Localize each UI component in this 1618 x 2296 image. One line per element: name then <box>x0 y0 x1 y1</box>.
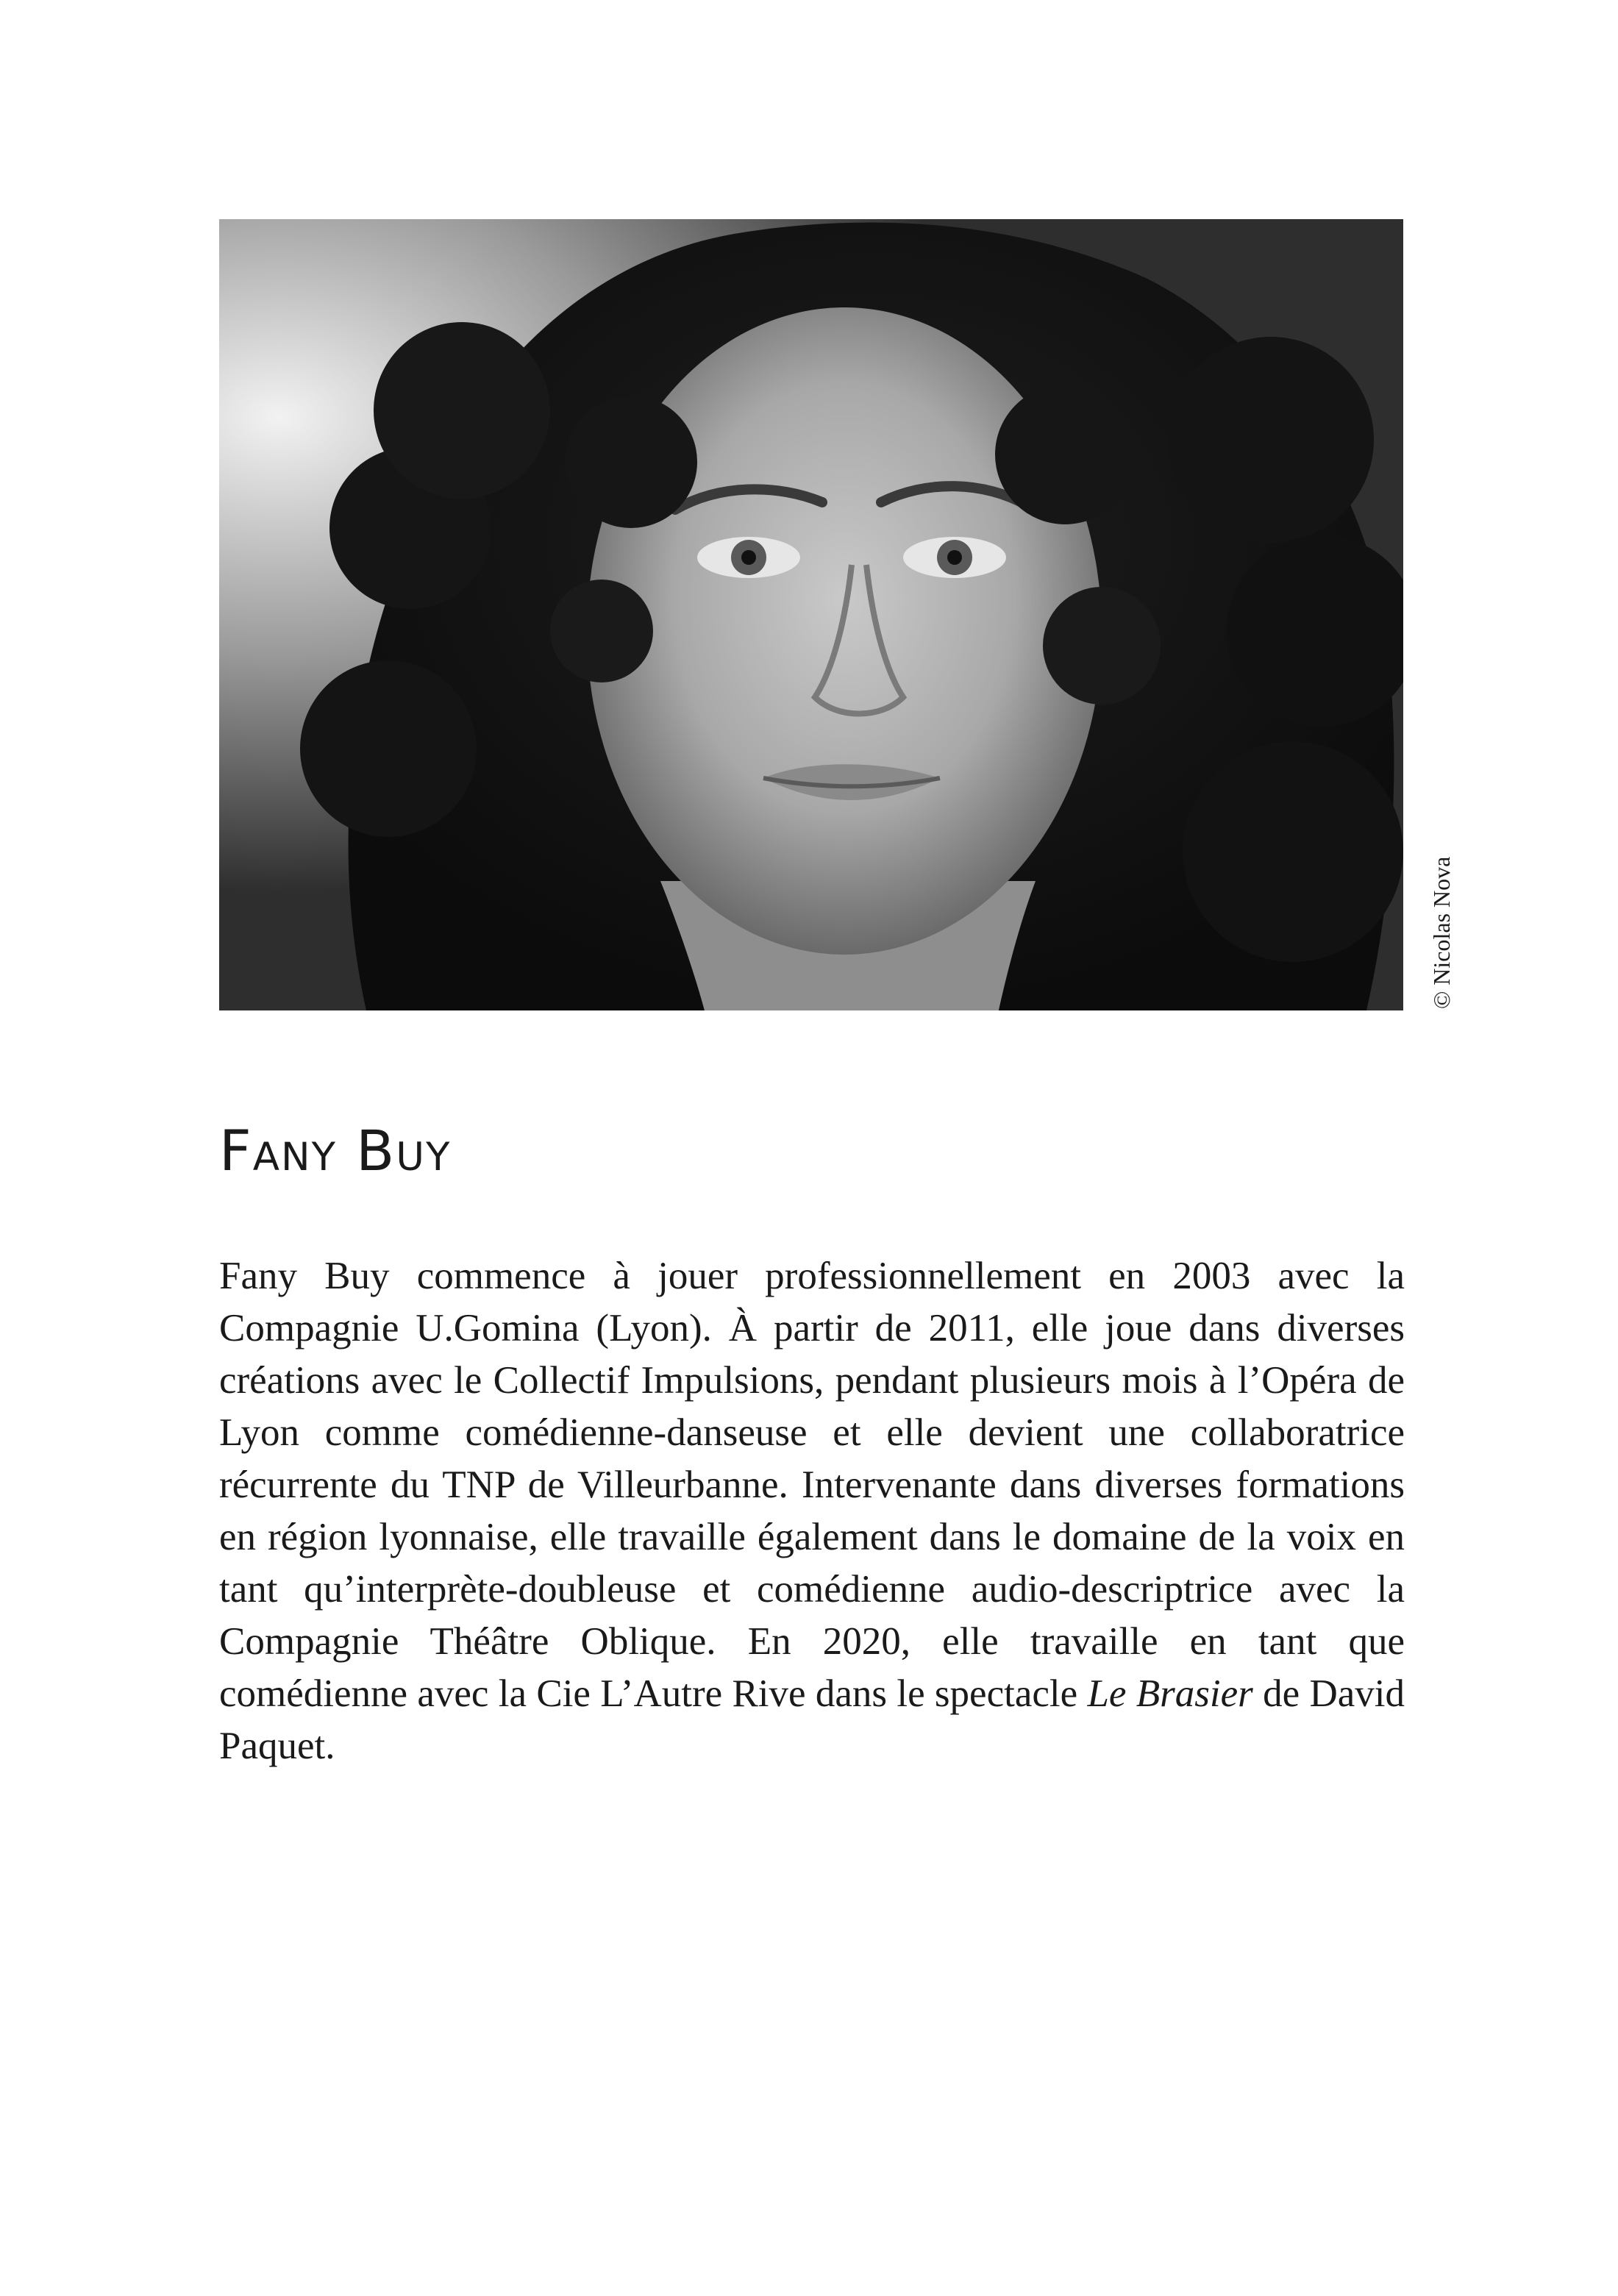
show-title: Le Brasier <box>1087 1672 1253 1715</box>
photo-credit: © Nicolas Nova <box>1428 856 1455 1009</box>
biography-paragraph <box>219 1250 1405 1772</box>
biography-text-2: de David Paquet. <box>219 1672 1405 1767</box>
biography-text-1: Fany Buy commence à jouer professionnellement en 2003 avec la Compagnie U.Gomina (Lyon). À partir de 2011, elle joue dans diverses créations avec le Collectif Impulsions, pendant plusieurs mois à l’Opéra de Lyon comme comédienne-danseuse et elle devient une collaboratrice récurrente du TNP de Villeurbanne. Intervenante dans diverses formations en région lyonnaise, elle travaille également dans le domaine de la voix en tant qu’interprète-doubleuse et comédienne audio-descriptrice avec la Compagnie Théâtre Oblique. En 2020, elle travaille en tant que comédienne avec la Cie L’Autre Rive dans le spectacle <box>219 1255 1405 1715</box>
portrait-photo <box>219 219 1403 1010</box>
page-title: Fany Buy <box>219 1118 452 1183</box>
portrait-image <box>219 219 1403 1010</box>
